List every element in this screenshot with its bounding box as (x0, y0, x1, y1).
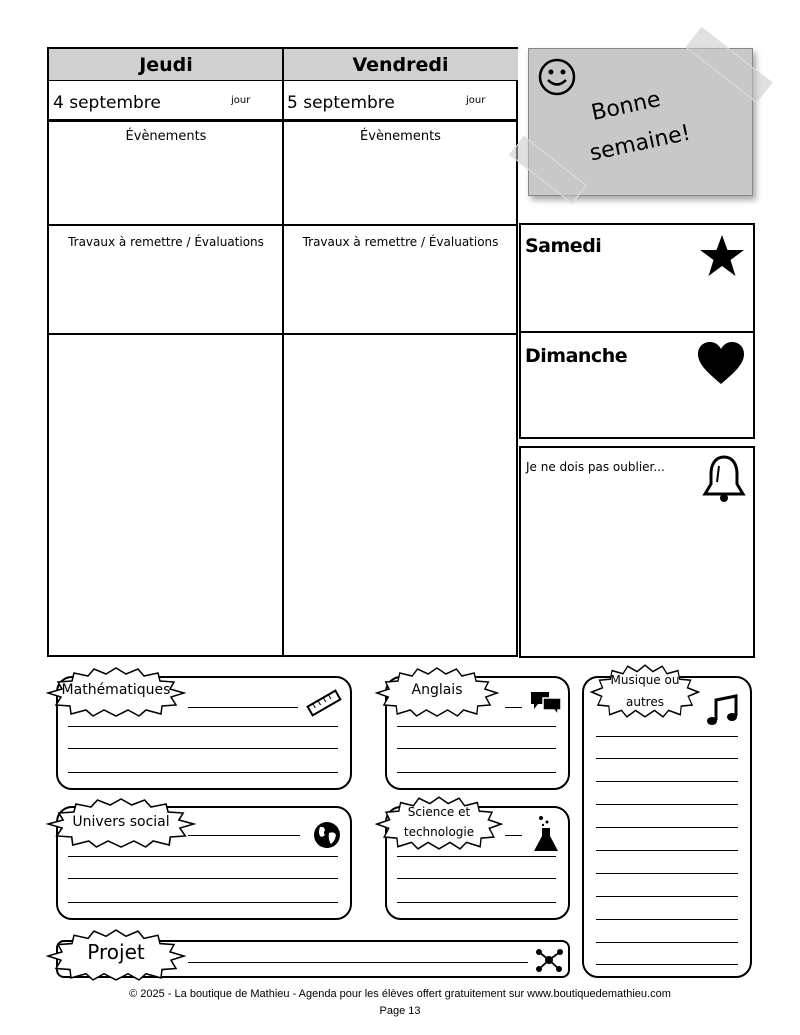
heart-icon (697, 341, 745, 385)
sunday-label: Dimanche (525, 345, 628, 367)
saturday-label: Samedi (525, 235, 602, 257)
page-number: Page 13 (379, 1005, 421, 1017)
bell-icon (701, 454, 747, 504)
friday-events-label: Évènements (360, 129, 441, 144)
smiley-icon (537, 57, 577, 97)
friday-work-label: Travaux à remettre / Évaluations (302, 235, 499, 249)
math-label: Mathématiques (61, 682, 171, 698)
project-label: Projet (87, 940, 145, 964)
music-label-line-2: autres (626, 695, 664, 709)
star-icon (699, 233, 745, 279)
thursday-day-field[interactable]: jour (227, 91, 277, 113)
friday-day-field[interactable]: jour (462, 91, 512, 113)
globe-icon (312, 820, 342, 850)
thursday-date: 4 septembre (53, 93, 161, 113)
thursday-work-label: Travaux à remettre / Évaluations (68, 235, 264, 249)
footer-copyright: © 2025 - La boutique de Mathieu - Agenda pour les élèves offert gratuitement sur www.boutiquedemathieu.com (129, 988, 671, 1000)
thursday-events-label: Évènements (125, 129, 207, 144)
music-burst (590, 663, 700, 719)
music-note-icon (706, 694, 740, 728)
sunday-box (519, 331, 755, 439)
science-label-line-1: Science et (407, 805, 471, 819)
music-label-line-1: Musique ou (610, 673, 680, 687)
molecule-icon (534, 946, 564, 974)
social-label: Univers social (72, 814, 170, 830)
work-divider (49, 333, 516, 335)
flask-icon (531, 814, 561, 854)
friday-date: 5 septembre (287, 93, 395, 113)
friday-header: Vendredi (283, 49, 518, 81)
note-line-2: semaine! (587, 120, 693, 167)
speech-bubbles-icon (529, 690, 563, 716)
planner-grid (47, 47, 518, 657)
reminder-box (519, 446, 755, 658)
note-line-1: Bonne (589, 86, 663, 127)
music-box (582, 676, 752, 978)
reminder-label: Je ne dois pas oublier... (526, 460, 665, 474)
saturday-box (519, 223, 755, 333)
science-burst (375, 795, 503, 851)
date-row-divider (49, 119, 516, 122)
ruler-icon (306, 688, 342, 718)
events-divider (49, 224, 516, 226)
english-label: Anglais (411, 682, 463, 698)
science-label-line-2: technologie (403, 825, 475, 839)
thursday-header: Jeudi (49, 49, 283, 81)
